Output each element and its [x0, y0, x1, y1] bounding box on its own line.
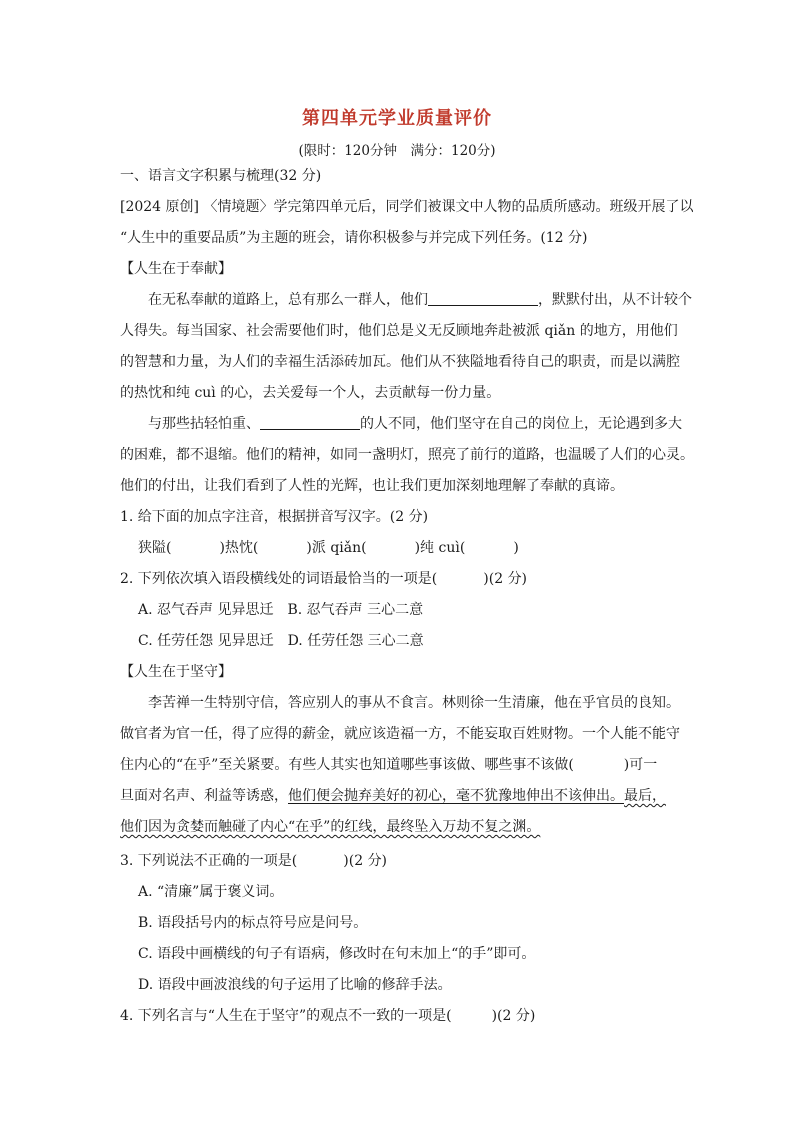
q1-item: ): [513, 540, 519, 556]
q1-item: )热忱(: [219, 540, 259, 556]
question-4-stem: [120, 1006, 535, 1026]
passage-text: 旦面对名声、利益等诱惑，: [120, 788, 288, 804]
question-3-option-c: C. 语段中画横线的句子有语病，修改时在句末加上“的手”即可。: [138, 946, 536, 962]
fill-blank-2[interactable]: [260, 415, 360, 430]
q1-item: )派 qiǎn(: [306, 540, 367, 556]
passage-text: 的人不同，他们坚守在自己的岗位上，无论遇到多大: [360, 416, 682, 432]
intro-line-1: [2024 原创] 〈情境题〉学完第四单元后，同学们被课文中人物的品质所感动。班级开展了以: [120, 199, 694, 215]
question-2-options-cd: C. 任劳任怨 见异思迁 D. 任劳任怨 三心二意: [138, 633, 424, 649]
passage2-line-3: 他们的付出，让我们看到了人性的光辉，也让我们更加深刻地理解了奉献的真谛。: [120, 478, 624, 494]
passage-text: ，默默付出，从不计较个: [538, 292, 692, 308]
block-heading-dedication: 【人生在于奉献】: [120, 261, 232, 277]
fill-blank-1[interactable]: [428, 291, 538, 306]
stem-text: )(2 分): [343, 853, 388, 869]
q1-item: )纯 cuì(: [414, 540, 466, 556]
wavy-sentence: 最后，: [624, 788, 666, 804]
passage2-line-2: 的困难，都不退缩。他们的精神，如同一盏明灯，照亮了前行的道路，也温暖了人们的心灵。: [120, 447, 694, 463]
question-1-stem: 1. 给下面的加点字注音，根据拼音写汉字。(2 分): [120, 509, 429, 525]
passage1-line-2: 人得失。每当国家、社会需要他们时，他们总是义无反顾地奔赴被派 qiǎn 的地方，用他们: [120, 323, 678, 339]
passage-text: 在无私奉献的道路上，总有那么一群人，他们: [148, 292, 428, 308]
question-3-option-d: D. 语段中画波浪线的句子运用了比喻的修辞手法。: [138, 977, 452, 993]
stem-text: 3. 下列说法不正确的一项是(: [120, 853, 298, 869]
passage-text: 与那些拈轻怕重、: [148, 416, 260, 432]
passage1-line-1: [148, 290, 692, 310]
passage1-line-3: 的智慧和力量，为人们的幸福生活添砖加瓦。他们从不狭隘地看待自己的职责，而是以满腔: [120, 354, 680, 370]
question-2-options-ab: A. 忍气吞声 见异思迁 B. 忍气吞声 三心二意: [138, 602, 424, 618]
section-heading: 一、语言文字积累与梳理(32 分): [120, 168, 322, 184]
passage3-line-5: [120, 817, 540, 837]
time-score-info: (限时：120分钟 满分：120分): [298, 143, 496, 159]
block-heading-perseverance: 【人生在于坚守】: [120, 664, 232, 680]
stem-text: 4. 下列名言与“人生在于坚守”的观点不一致的一项是(: [120, 1008, 452, 1024]
question-3-option-a: A. “清廉”属于褒义词。: [138, 884, 284, 900]
stem-text: )(2 分): [483, 571, 528, 587]
passage2-line-1: [148, 414, 682, 434]
stem-text: 2. 下列依次填入语段横线处的词语最恰当的一项是(: [120, 571, 438, 587]
passage-text: )可一: [623, 757, 658, 773]
passage3-line-2: 做官者为官一任，得了应得的薪金，就应该造福一方，不能妄取百姓财物。一个人能不能守: [120, 726, 680, 742]
passage-text: 住内心的“在乎”至关紧要。有些人其实也知道哪些事该做、哪些事不该做(: [120, 757, 574, 773]
page-title: 第四单元学业质量评价: [302, 108, 492, 129]
intro-line-2: “人生中的重要品质”为主题的班会，请你积极参与并完成下列任务。(12 分): [120, 230, 588, 246]
q1-item: 狭隘(: [138, 540, 172, 556]
passage3-line-4: [120, 786, 666, 806]
question-3-stem: [120, 851, 387, 871]
question-3-option-b: B. 语段括号内的标点符号应是问号。: [138, 915, 368, 931]
passage1-line-4: 的热忱和纯 cuì 的心，去关爱每一个人，去贡献每一份力量。: [120, 385, 501, 401]
question-2-stem: [120, 569, 527, 589]
stem-text: )(2 分): [491, 1008, 536, 1024]
wavy-sentence: 他们因为贪婪而触碰了内心“在乎”的红线，最终坠入万劫不复之渊。: [120, 819, 541, 835]
passage3-line-3: [120, 755, 657, 775]
underlined-sentence: 他们便会抛弃美好的初心，毫不犹豫地伸出不该伸出。: [288, 788, 624, 804]
question-1-items: [138, 538, 519, 558]
passage3-line-1: 李苦禅一生特别守信，答应别人的事从不食言。林则徐一生清廉，他在乎官员的良知。: [148, 695, 680, 711]
